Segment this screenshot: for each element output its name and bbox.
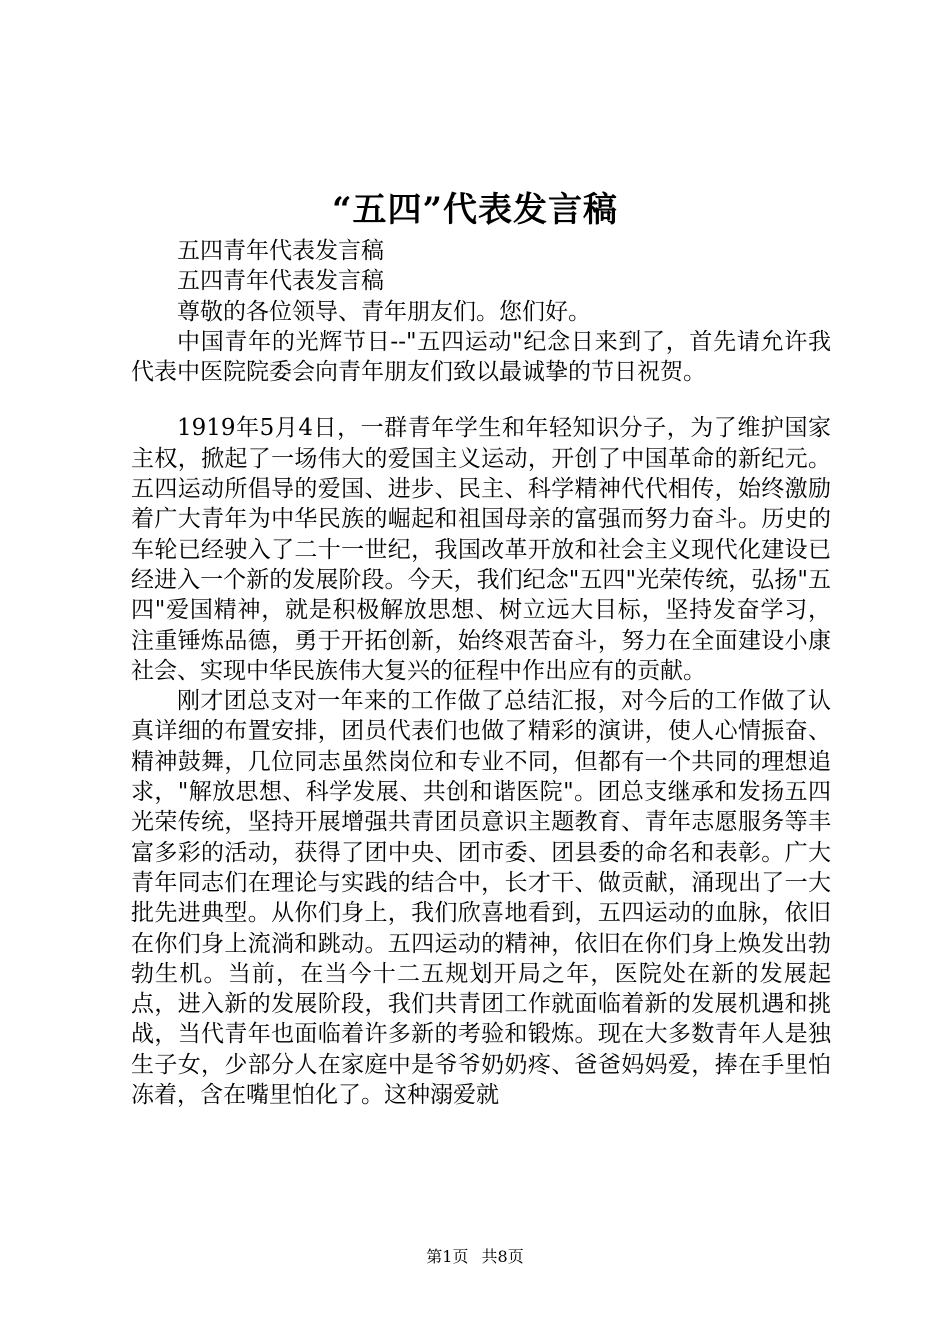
paragraph-subtitle-1: 五四青年代表发言稿 — [177, 238, 384, 264]
paragraph-history: 1919年5月4日，一群青年学生和年轻知识分子，为了维护国家主权，掀起了一场伟大的爱国主义运动，开创了中国革命的新纪元。五四运动所倡导的爱国、进步、民主、科学精神代代相传，始终激励着广大青年为中华民族的崛起和祖国母亲的富强而努力奋斗。历史的车轮已经驶入了二十一世纪，我国改革开放和社会主义现代化建设已经进入一个新的发展阶段。今天，我们纪念"五四"光荣传统，弘扬"五四"爱国精神，就是积极解放思想、树立远大目标，坚持发奋学习，注重锤炼品德，勇于开拓创新，始终艰苦奋斗，努力在全面建设小康社会、实现中华民族伟大复兴的征程中作出应有的贡献。 — [131, 415, 831, 684]
paragraph-subtitle-2: 五四青年代表发言稿 — [177, 268, 384, 295]
page-total: 共8页 — [481, 1247, 524, 1266]
page-footer — [0, 1246, 950, 1268]
page-number: 第1页 — [426, 1247, 469, 1266]
paragraph-opening: 中国青年的光辉节日--"五四运动"纪念日来到了，首先请允许我代表中医院院委会向青年朋友们致以最诚挚的节日祝贺。 — [131, 328, 831, 386]
paragraph-greeting: 尊敬的各位领导、青年朋友们。您们好。 — [177, 298, 591, 325]
document-body — [131, 236, 831, 1110]
paragraph-work-summary: 刚才团总支对一年来的工作做了总结汇报，对今后的工作做了认真详细的布置安排，团员代表们也做了精彩的演讲，使人心情振奋、精神鼓舞，几位同志虽然岗位和专业不同，但都有一个共同的理想追求，"解放思想、科学发展、共创和谐医院"。团总支继承和发扬五四光荣传统，坚持开展增强共青团员意识主题教育、青年志愿服务等丰富多彩的活动，获得了团中央、团市委、团县委的命名和表彰。广大青年同志们在理论与实践的结合中，长才干、做贡献，涌现出了一大批先进典型。从你们身上，我们欣喜地看到，五四运动的血脉，依旧在你们身上流淌和跳动。五四运动的精神，依旧在你们身上焕发出勃勃生机。当前，在当今十二五规划开局之年，医院处在新的发展起点，进入新的发展阶段，我们共青团工作就面临着新的发展机遇和挑战，当代青年也面临着许多新的考验和锻炼。现在大多数青年人是独生子女，少部分人在家庭中是爷爷奶奶疼、爸爸妈妈爱，捧在手里怕冻着，含在嘴里怕化了。这种溺爱就 — [131, 688, 831, 1109]
document-title: “五四”代表发言稿 — [331, 190, 619, 230]
